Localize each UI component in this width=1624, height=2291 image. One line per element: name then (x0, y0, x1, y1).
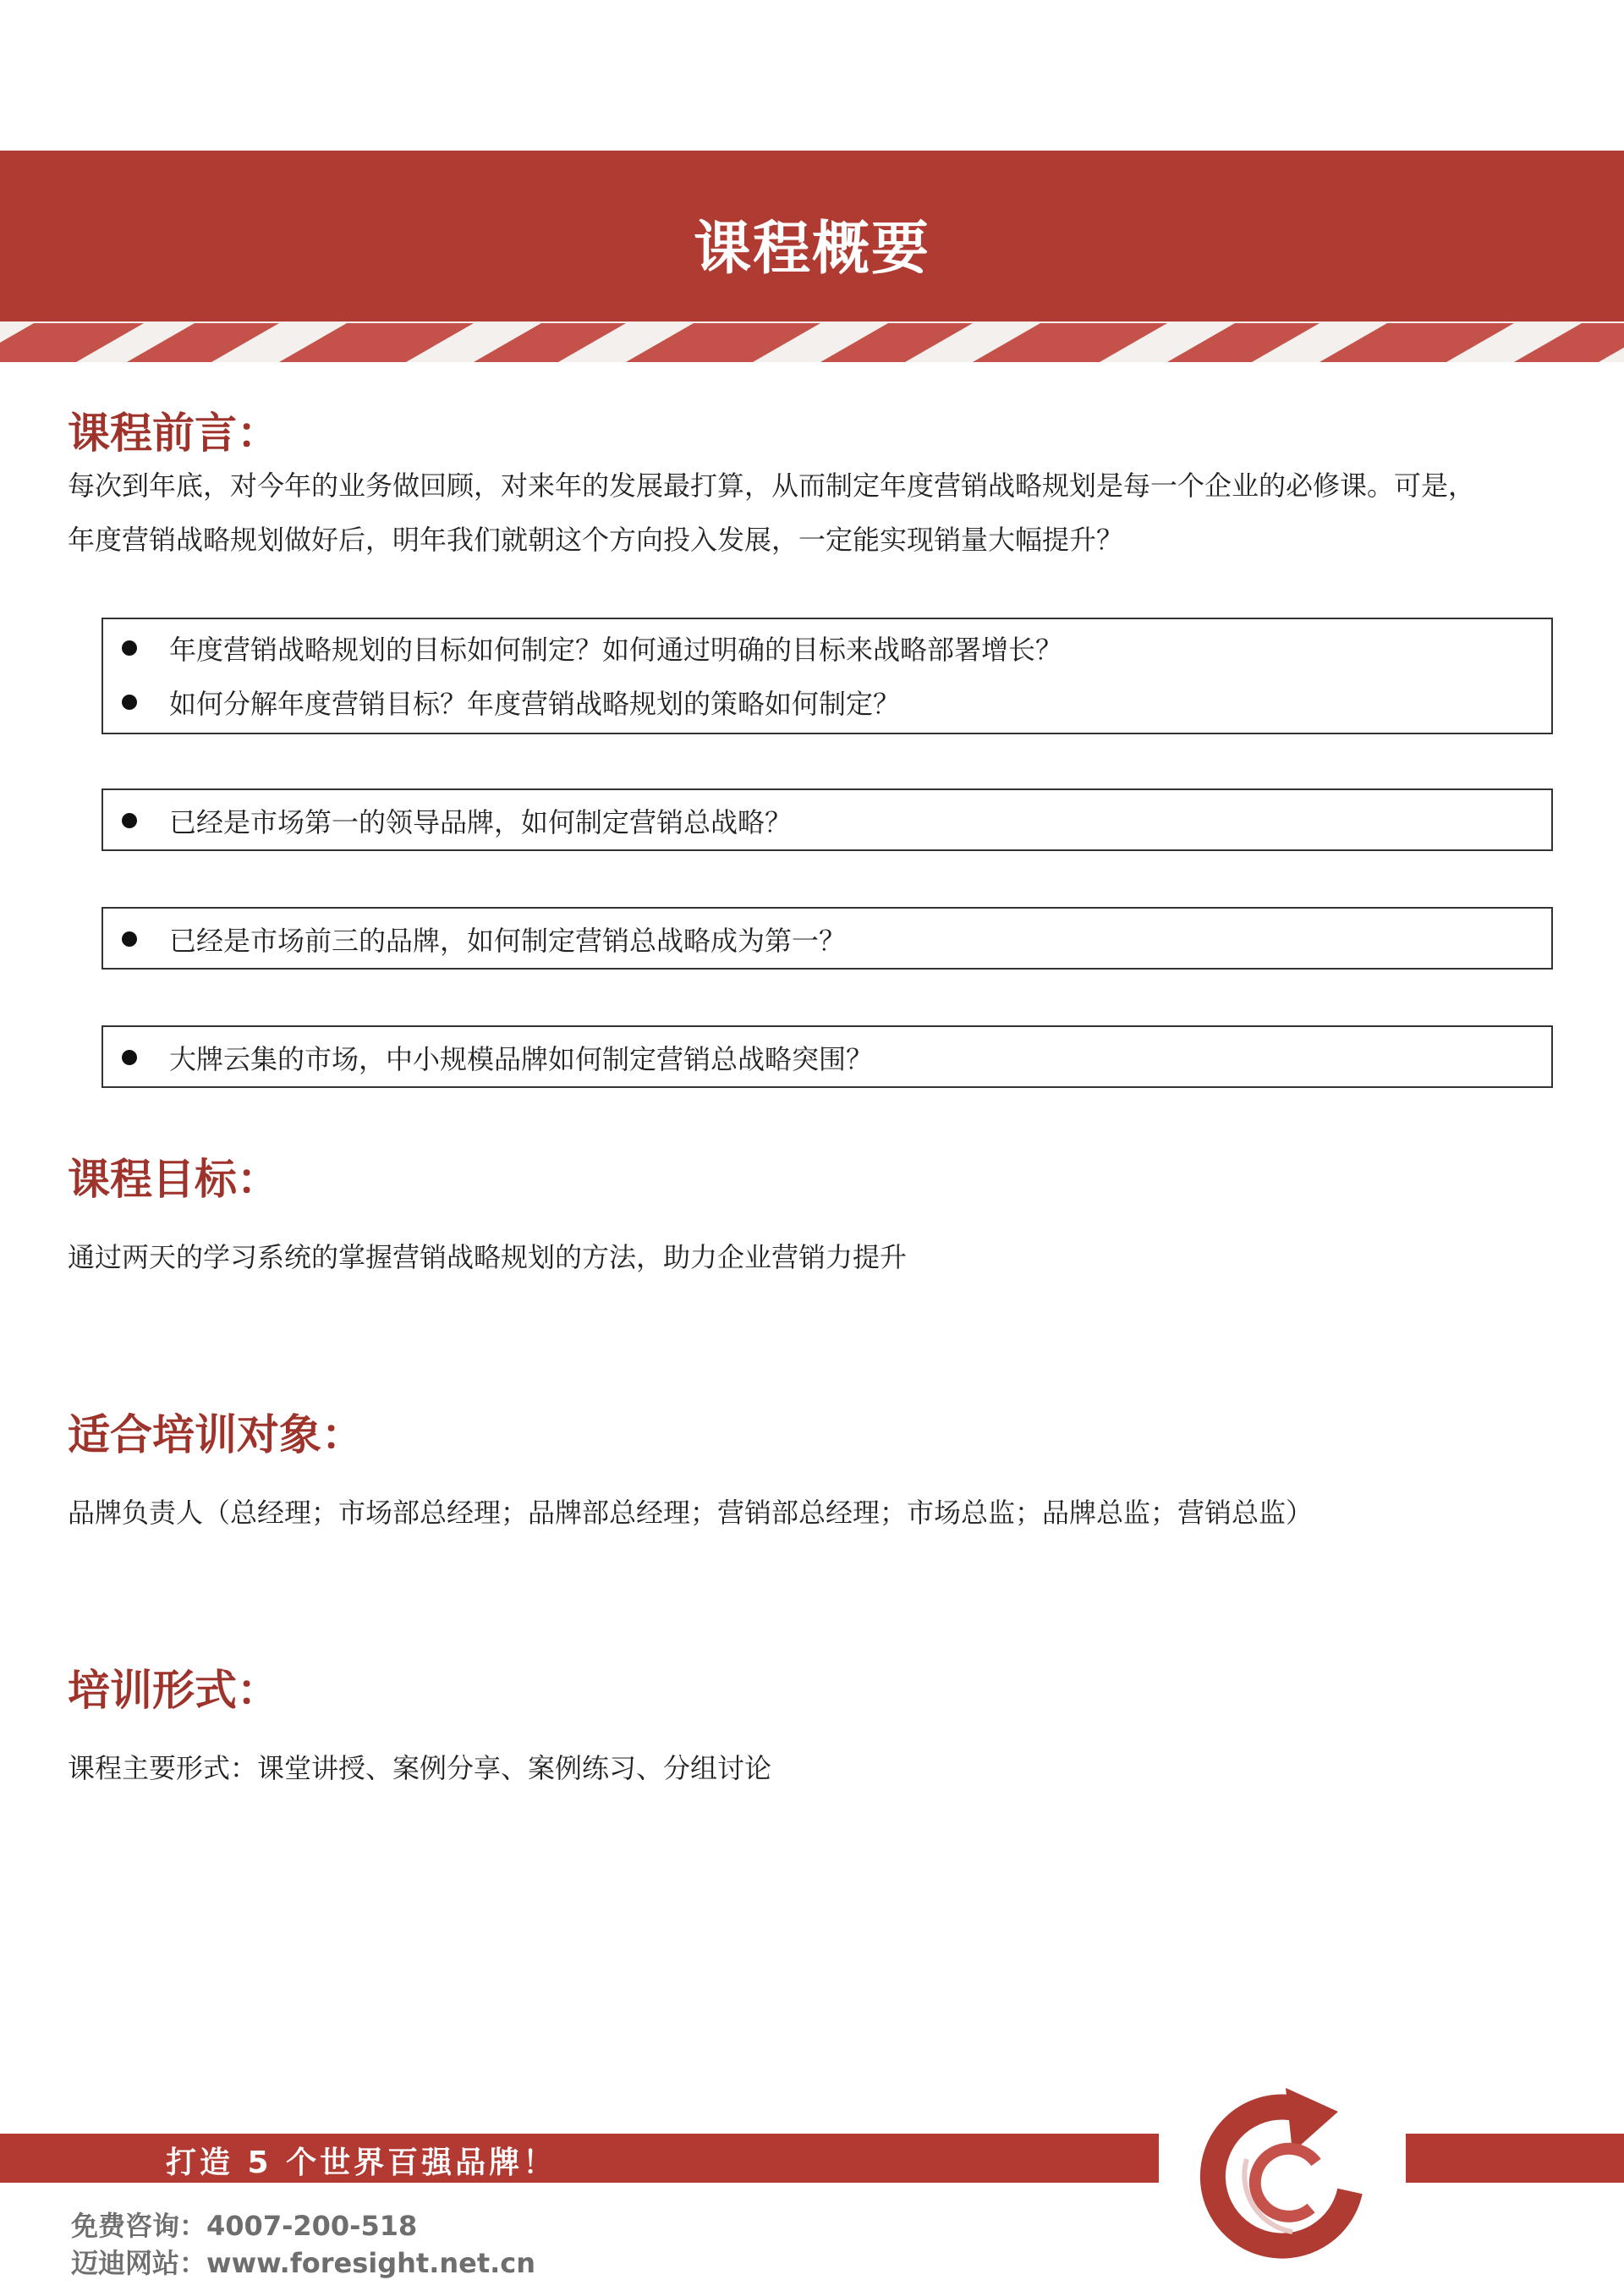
banner-stripe-decoration (0, 313, 1624, 362)
question-item (103, 621, 1062, 675)
preface-paragraph (68, 459, 1556, 567)
bullet-dot-icon (122, 1050, 137, 1065)
bullet-dot-icon (122, 813, 137, 828)
question-box (102, 1025, 1553, 1088)
bullet-dot-icon (122, 640, 137, 656)
question-item (103, 1030, 873, 1085)
preface-line: 每次到年底，对今年的业务做回顾，对来年的发展最打算，从而制定年度营销战略规划是每一个企业的必修课。可是， (68, 470, 1476, 502)
question-item (103, 675, 900, 729)
footer-bar-right (1406, 2134, 1624, 2183)
question-item (103, 912, 846, 966)
phone-contact (71, 2205, 417, 2244)
phone-number[interactable]: 4007-200-518 (206, 2210, 418, 2242)
question-text: 已经是市场前三的品牌，如何制定营销总战略成为第一？ (169, 925, 847, 957)
question-box (102, 907, 1553, 970)
question-item (103, 794, 792, 848)
website-label: 迈迪网站： (71, 2247, 207, 2279)
bullet-dot-icon (122, 695, 137, 710)
question-text: 年度营销战略规划的目标如何制定？如何通过明确的目标来战略部署增长？ (169, 634, 1063, 666)
question-text: 已经是市场第一的领导品牌，如何制定营销总战略？ (169, 806, 793, 838)
goal-text: 通过两天的学习系统的掌握营销战略规划的方法，助力企业营销力提升 (68, 1241, 908, 1273)
format-text: 课程主要形式：课堂讲授、案例分享、案例练习、分组讨论 (68, 1752, 772, 1784)
format-heading: 培训形式： (68, 1666, 279, 1715)
phone-label: 免费咨询： (71, 2210, 207, 2242)
website-contact (71, 2242, 535, 2281)
preface-heading: 课程前言： (68, 409, 279, 458)
bullet-dot-icon (122, 931, 137, 947)
goal-heading: 课程目标： (68, 1155, 279, 1204)
audience-heading: 适合培训对象： (68, 1410, 364, 1459)
audience-text: 品牌负责人（总经理；市场部总经理；品牌部总经理；营销部总经理；市场总监；品牌总监；营销总监） (68, 1497, 1314, 1529)
preface-line: 年度营销战略规划做好后，明年我们就朝这个方向投入发展，一定能实现销量大幅提升？ (68, 524, 1124, 556)
question-text: 如何分解年度营销目标？年度营销战略规划的策略如何制定？ (169, 688, 901, 720)
website-link[interactable]: www.foresight.net.cn (206, 2247, 536, 2279)
page-title: 课程概要 (693, 215, 930, 283)
circular-arrow-icon (1184, 2064, 1387, 2267)
question-box (102, 788, 1553, 851)
footer-slogan: 打造 5 个世界百强品牌！ (166, 2145, 557, 2180)
question-text: 大牌云集的市场，中小规模品牌如何制定营销总战略突围？ (169, 1043, 874, 1075)
question-box (102, 618, 1553, 734)
